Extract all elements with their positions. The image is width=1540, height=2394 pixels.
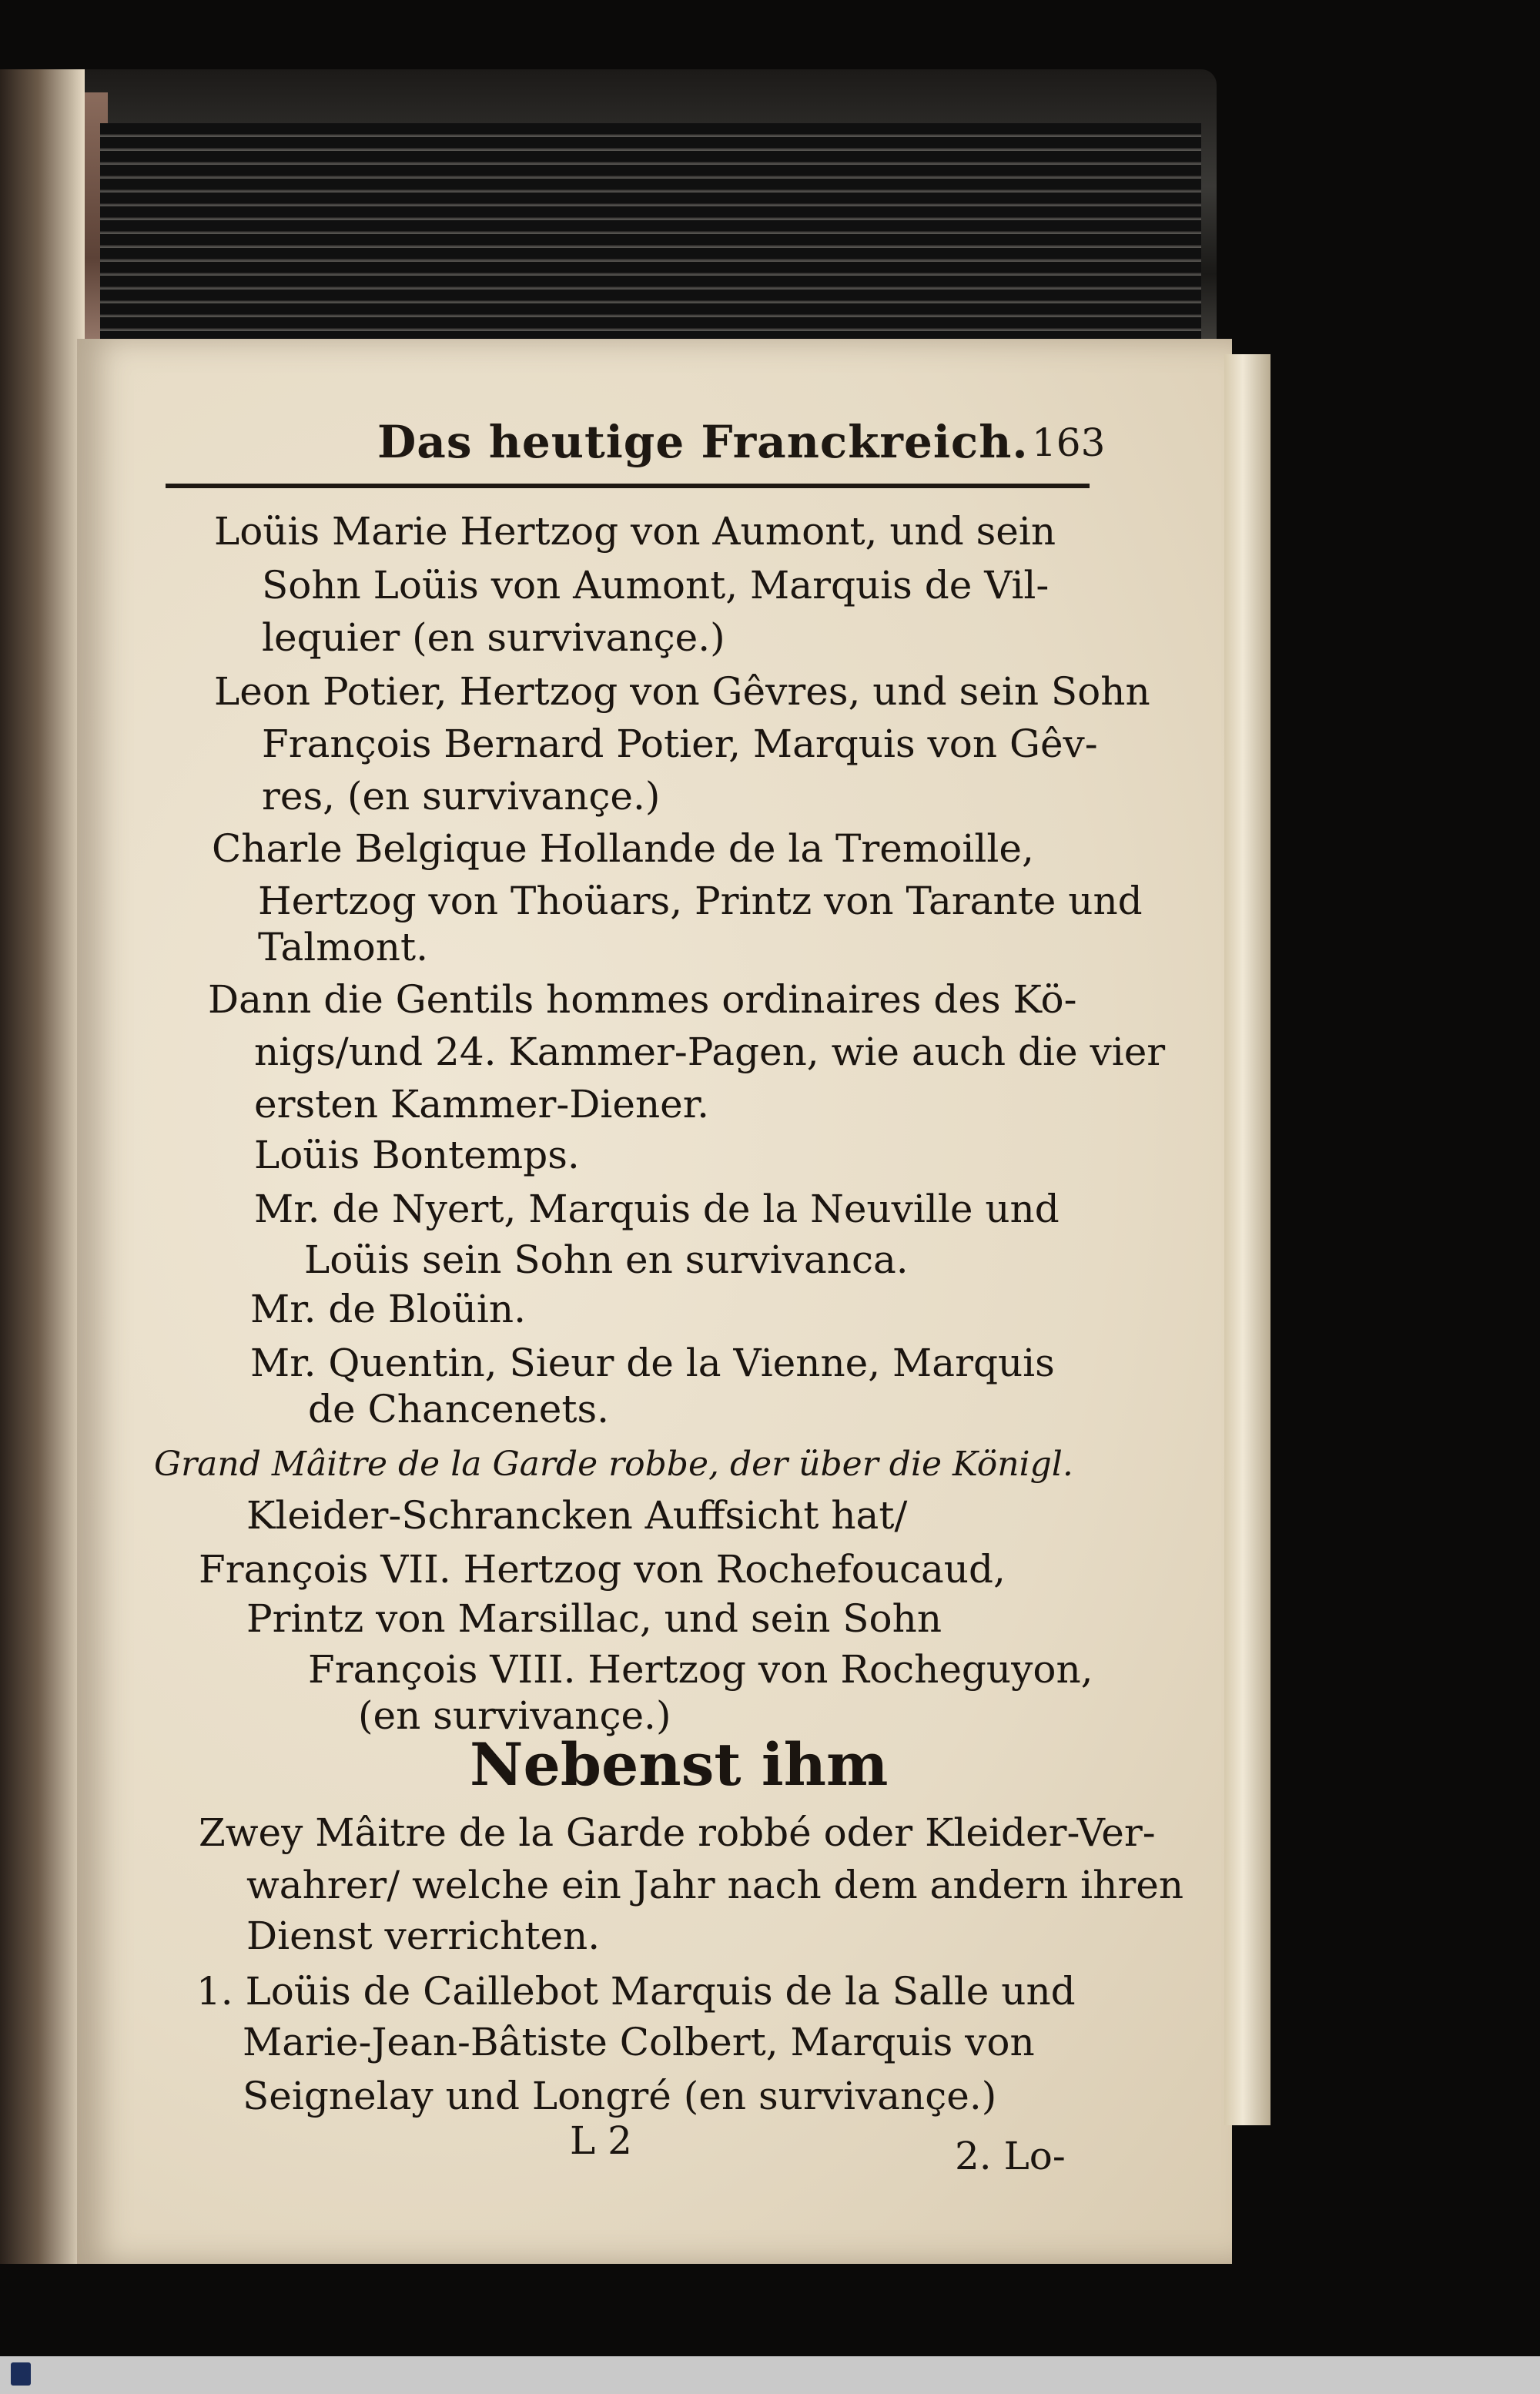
text-line: François VIII. Hertzog von Rocheguyon,	[308, 1647, 1093, 1692]
text-line: Loüis sein Sohn en survivanca.	[304, 1237, 909, 1282]
text-line: Loüis Bontemps.	[254, 1133, 580, 1177]
text-line: Grand Mâitre de la Garde robbe, der über die Königl.	[154, 1445, 1073, 1484]
text-line: Mr. de Bloüin.	[250, 1287, 527, 1331]
text-line: François Bernard Potier, Marquis von Gêv-	[262, 722, 1098, 766]
catchword: 2. Lo-	[955, 2134, 1066, 2178]
text-line: Zwey Mâitre de la Garde robbé oder Kleider-Ver-	[199, 1810, 1156, 1855]
text-line: ersten Kammer-Diener.	[254, 1082, 710, 1127]
running-title: Das heutige Franckreich.	[377, 416, 1029, 468]
text-line: Hertzog von Thoüars, Printz von Tarante und	[258, 879, 1143, 923]
text-line: Dienst verrichten.	[246, 1914, 601, 1958]
text-line: Dann die Gentils hommes ordinaires des Kö-	[208, 977, 1077, 1022]
viewer-bottom-bar	[0, 2356, 1540, 2394]
text-line: Sohn Loüis von Aumont, Marquis de Vil-	[262, 563, 1050, 608]
text-line: (en survivançe.)	[358, 1693, 671, 1738]
text-line: Talmont.	[258, 925, 428, 969]
section-heading: Nebenst ihm	[470, 1730, 889, 1799]
text-line: Printz von Marsillac, und sein Sohn	[246, 1596, 942, 1641]
text-line: Mr. Quentin, Sieur de la Vienne, Marquis	[250, 1341, 1055, 1385]
text-line: Marie-Jean-Bâtiste Colbert, Marquis von	[243, 2020, 1035, 2064]
text-line: Seignelay und Longré (en survivançe.)	[243, 2074, 997, 2118]
signature-mark: L 2	[570, 2118, 632, 2163]
text-line: Loüis Marie Hertzog von Aumont, und sein	[214, 509, 1056, 554]
text-line: nigs/und 24. Kammer-Pagen, wie auch die vier	[254, 1030, 1166, 1074]
text-line: res, (en survivançe.)	[262, 774, 661, 819]
text-line: Charle Belgique Hollande de la Tremoille,	[212, 826, 1034, 871]
page-number: 163	[1032, 420, 1106, 465]
text-line: lequier (en survivançe.)	[262, 615, 725, 660]
text-line: wahrer/ welche ein Jahr nach dem andern ihren	[246, 1863, 1184, 1907]
text-line: 1. Loüis de Caillebot Marquis de la Salle und	[196, 1969, 1076, 2014]
text-line: de Chancenets.	[308, 1387, 609, 1431]
text-line: Leon Potier, Hertzog von Gêvres, und sein Sohn	[214, 669, 1150, 714]
text-line: Mr. de Nyert, Marquis de la Neuville und	[254, 1187, 1060, 1231]
library-logo-icon	[11, 2362, 31, 2386]
text-line: François VII. Hertzog von Rochefoucaud,	[199, 1547, 1006, 1592]
text-line: Kleider-Schrancken Auffsicht hat/	[246, 1493, 908, 1538]
